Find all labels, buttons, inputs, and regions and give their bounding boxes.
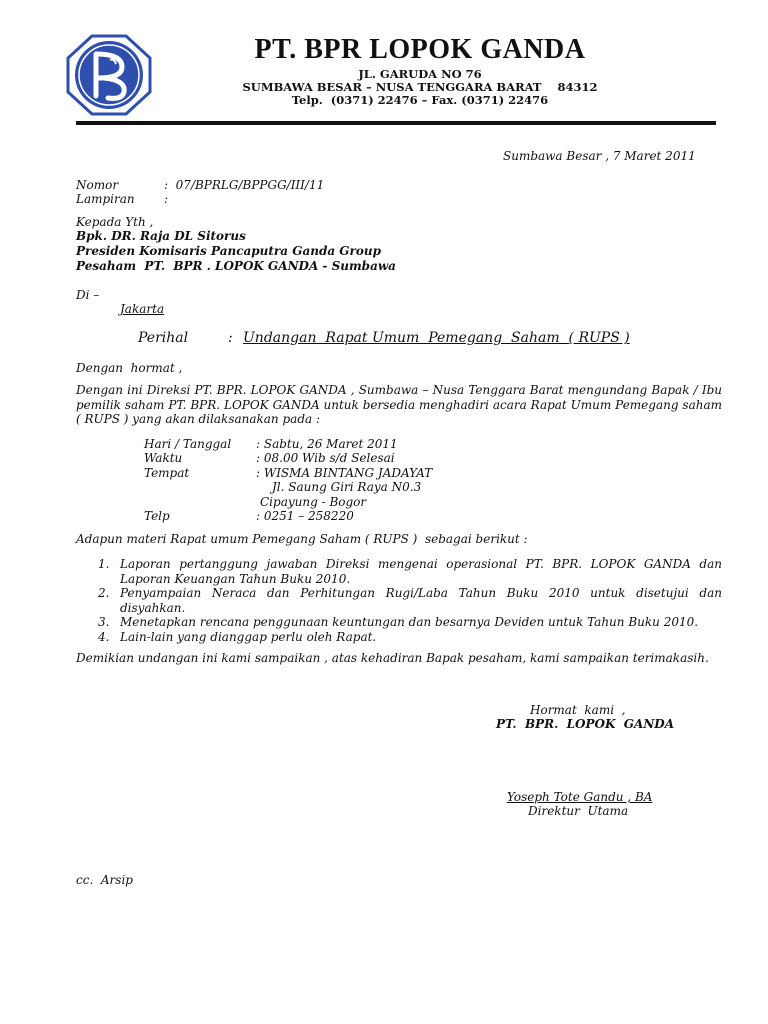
greeting: Dengan hormat , — [76, 361, 183, 375]
agenda-item — [76, 557, 722, 586]
recipient-title-1: Presiden Komisaris Pancaputra Ganda Group — [76, 244, 381, 258]
agenda-item-number: 4. — [98, 629, 110, 644]
signature-regards: Hormat kami , — [530, 703, 626, 717]
bank-logo-seal-icon — [66, 34, 152, 116]
signature-company: PT. BPR. LOPOK GANDA — [496, 717, 675, 731]
agenda-item-number: 3. — [98, 615, 110, 629]
subject-colon: : — [228, 330, 233, 346]
agenda-item — [76, 630, 722, 645]
recipient-salutation: Kepada Yth , — [76, 215, 154, 229]
lampiran-value: : — [164, 192, 169, 206]
recipient-di: Di – — [76, 288, 100, 302]
agenda-item-number: 2. — [98, 586, 110, 600]
agenda-item-text: Penyampaian Neraca dan Perhitungan Rugi/Laba Tahun Buku 2010 untuk disetujui dan disyahkan. — [120, 586, 722, 615]
address-line-1: JL. GARUDA NO 76 — [358, 67, 482, 81]
agenda-list — [76, 557, 722, 644]
company-name: PT. BPR LOPOK GANDA — [254, 34, 586, 65]
recipient-city: Jakarta — [120, 302, 165, 316]
schedule-day-label: Hari / Tanggal — [144, 437, 232, 451]
intro-paragraph: Dengan ini Direksi PT. BPR. LOPOK GANDA , Sumbawa – Nusa Tenggara Barat mengundang Bapak / Ibu pemilik saham PT. BPR. LOPOK GANDA untuk bersedia menghadiri acara Rapat Umum Pemegang saham ( RUPS ) yang akan dilaksanakan pada : — [76, 383, 722, 426]
agenda-item — [76, 615, 722, 630]
agenda-item-number: 1. — [98, 557, 110, 571]
agenda-item-text: Laporan pertanggung jawaban Direksi mengenai operasional PT. BPR. LOPOK GANDA dan Laporan Keuangan Tahun Buku 2010. — [120, 557, 722, 586]
subject-text: Undangan Rapat Umum Pemegang Saham ( RUPS ) — [243, 330, 630, 346]
nomor-label: Nomor — [76, 178, 119, 192]
schedule-place-line-2: Jl. Saung Giri Raya N0.3 — [272, 480, 422, 494]
subject-label: Perihal — [138, 330, 189, 346]
schedule-telp-label: Telp — [144, 509, 170, 523]
agenda-item — [76, 586, 722, 615]
agenda-item-text: Menetapkan rencana penggunaan keuntungan dan besarnya Deviden untuk Tahun Buku 2010. — [120, 615, 699, 629]
nomor-value: : 07/BPRLG/BPPGG/III/11 — [164, 178, 325, 192]
date-place: Sumbawa Besar , 7 Maret 2011 — [503, 149, 696, 163]
agenda-intro: Adapun materi Rapat umum Pemegang Saham ( RUPS ) sebagai berikut : — [76, 532, 528, 546]
agenda-item-text: Lain-lain yang dianggap perlu oleh Rapat. — [120, 629, 377, 644]
recipient-title-2: Pesaham PT. BPR . LOPOK GANDA - Sumbawa — [76, 259, 396, 273]
phone-fax-line: Telp. (0371) 22476 – Fax. (0371) 22476 — [291, 93, 549, 107]
cc-note: cc. Arsip — [76, 873, 133, 887]
recipient-name: Bpk. DR. Raja DL Sitorus — [76, 229, 246, 243]
letterhead-divider — [76, 121, 716, 125]
lampiran-label: Lampiran — [76, 192, 135, 206]
closing-paragraph: Demikian undangan ini kami sampaikan , atas kehadiran Bapak pesaham, kami sampaikan terimakasih. — [76, 651, 709, 665]
address-line-2: SUMBAWA BESAR – NUSA TENGGARA BARAT 84312 — [242, 80, 598, 94]
schedule-time-value: : 08.00 Wib s/d Selesai — [256, 451, 395, 465]
signatory-name: Yoseph Tote Gandu , BA — [507, 790, 653, 804]
schedule-place-label: Tempat — [144, 466, 190, 480]
signatory-position: Direktur Utama — [528, 804, 629, 818]
schedule-telp-value: : 0251 – 258220 — [256, 509, 354, 523]
schedule-place-value: : WISMA BINTANG JADAYAT — [256, 466, 433, 480]
schedule-time-label: Waktu — [144, 451, 183, 465]
schedule-place-line-3: Cipayung - Bogor — [260, 495, 367, 509]
schedule-day-value: : Sabtu, 26 Maret 2011 — [256, 437, 398, 451]
